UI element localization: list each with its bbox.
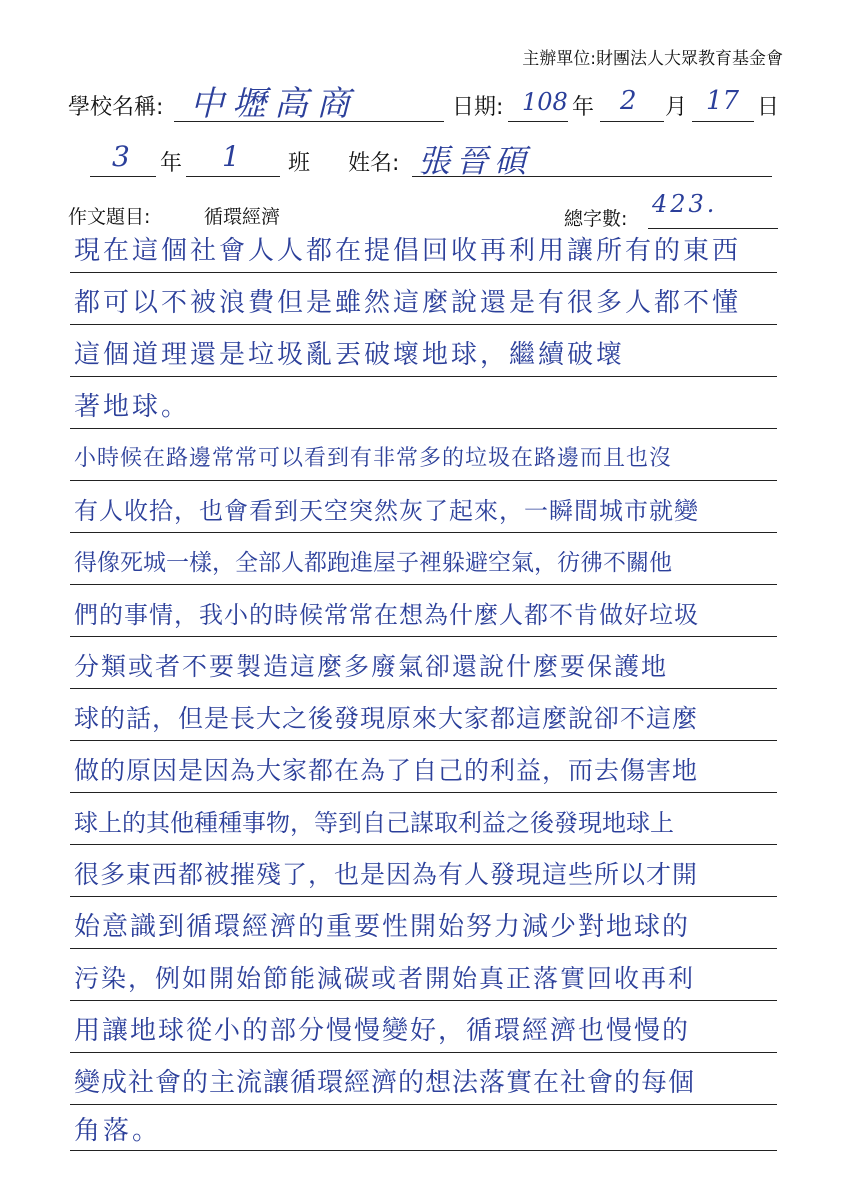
ruled-line: [70, 1150, 777, 1151]
day-unit: 日: [757, 95, 780, 120]
class-value[interactable]: 1: [222, 140, 240, 173]
grade-unit: 年: [160, 151, 183, 176]
name-value[interactable]: 張晉碩: [418, 142, 533, 180]
school-value[interactable]: 中壢高商: [190, 84, 358, 124]
date-year-value[interactable]: 108: [522, 88, 568, 116]
ruled-line: [70, 480, 777, 481]
ruled-line: [70, 740, 777, 741]
ruled-line: [70, 792, 777, 793]
organizer-label: 主辦單位:財團法人大眾教育基金會: [522, 49, 783, 69]
essay-line-9: 分類或者不要製造這麼多廢氣卻還說什麼要保護地: [74, 652, 669, 681]
month-unit: 月: [665, 95, 688, 120]
ruled-line: [70, 428, 777, 429]
year-unit: 年: [572, 95, 595, 120]
ruled-line: [70, 532, 777, 533]
class-underline: [186, 176, 280, 177]
essay-line-11: 做的原因是因為大家都在為了自己的利益，而去傷害地: [74, 756, 699, 785]
ruled-line: [70, 844, 777, 845]
ruled-line: [70, 636, 777, 637]
essay-line-2: 都可以不被浪費但是雖然這麼說還是有很多人都不懂: [74, 288, 742, 318]
essay-line-8: 們的事情，我小的時候常常在想為什麼人都不肯做好垃圾: [74, 601, 699, 629]
ruled-line: [70, 948, 777, 949]
title-value: 循環經濟: [204, 206, 281, 228]
ruled-line: [70, 1000, 777, 1001]
grade-underline: [90, 176, 156, 177]
essay-line-17: 變成社會的主流讓循環經濟的想法落實在社會的每個: [74, 1068, 696, 1098]
date-month-underline: [600, 121, 664, 122]
essay-line-6: 有人收拾，也會看到天空突然灰了起來，一瞬間城市就變: [74, 497, 699, 525]
date-year-underline: [508, 121, 568, 122]
wordcount-label: 總字數:: [564, 208, 628, 230]
essay-line-18: 角落。: [74, 1116, 162, 1146]
essay-line-4: 著地球。: [74, 392, 191, 422]
ruled-line: [70, 688, 777, 689]
class-unit: 班: [288, 151, 311, 176]
ruled-line: [70, 1104, 777, 1105]
essay-line-16: 用讓地球從小的部分慢慢變好，循環經濟也慢慢的: [74, 1016, 691, 1046]
essay-line-5: 小時候在路邊常常可以看到有非常多的垃圾在路邊而且也沒: [74, 446, 673, 471]
school-label: 學校名稱:: [68, 95, 164, 120]
ruled-line: [70, 376, 777, 377]
essay-line-14: 始意識到循環經濟的重要性開始努力減少對地球的: [74, 912, 691, 942]
ruled-line: [70, 324, 777, 325]
wordcount-value[interactable]: 423.: [652, 190, 718, 218]
essay-line-1: 現在這個社會人人都在提倡回收再利用讓所有的東西: [74, 236, 742, 266]
ruled-line: [70, 584, 777, 585]
essay-line-7: 得像死城一樣，全部人都跑進屋子裡躲避空氣，彷彿不關他: [74, 550, 672, 576]
ruled-line: [70, 1052, 777, 1053]
wordcount-underline: [648, 228, 778, 229]
date-day-underline: [692, 121, 754, 122]
essay-line-10: 球的話，但是長大之後發現原來大家都這麼說卻不這麼: [74, 704, 699, 733]
date-day-value[interactable]: 17: [706, 86, 740, 116]
grade-value[interactable]: 3: [112, 140, 130, 173]
essay-line-15: 污染，例如開始節能減碳或者開始真正落實回收再利: [74, 964, 696, 993]
essay-line-13: 很多東西都被摧殘了，也是因為有人發現這些所以才開: [74, 860, 699, 889]
date-label: 日期:: [452, 95, 504, 120]
title-label: 作文題目:: [68, 206, 151, 228]
name-label: 姓名:: [348, 151, 400, 176]
essay-line-12: 球上的其他種種事物，等到自己謀取利益之後發現地球上: [74, 809, 674, 837]
ruled-line: [70, 896, 777, 897]
essay-line-3: 這個道理還是垃圾亂丟破壞地球，繼續破壞: [74, 340, 626, 370]
date-month-value[interactable]: 2: [620, 86, 637, 116]
ruled-line: [70, 272, 777, 273]
